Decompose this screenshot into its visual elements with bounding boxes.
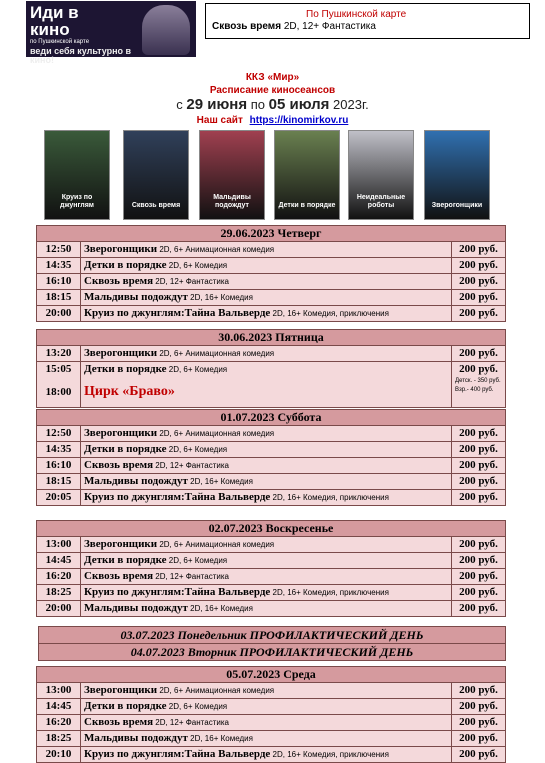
- session-film: [81, 346, 452, 361]
- session-row: [37, 362, 505, 377]
- banner-line-3: по Пушкинской карте: [30, 39, 90, 45]
- session-row: [37, 715, 505, 731]
- film-details: 2D, 6+ Анимационная комедия: [157, 429, 275, 438]
- day-block-0702: [36, 520, 506, 617]
- session-row: [37, 274, 505, 290]
- session-film: [81, 290, 452, 305]
- session-row: [37, 537, 505, 553]
- film-title: Круиз по джунглям:Тайна Вальверде: [84, 307, 271, 319]
- session-film: [81, 274, 452, 289]
- film-title: Сквозь время: [84, 570, 154, 582]
- session-film: [81, 362, 452, 377]
- film-title: Зверогонщики: [84, 347, 158, 359]
- session-price: 200 руб.: [459, 307, 498, 319]
- site-link[interactable]: https://kinomirkov.ru: [249, 115, 349, 126]
- day-block-0701: [36, 409, 506, 506]
- film-details: 2D, 12+ Фантастика: [153, 277, 229, 286]
- movie-poster[interactable]: [424, 130, 490, 220]
- date-range: [0, 96, 545, 113]
- session-price: 200 руб.: [459, 538, 498, 550]
- film-details: 2D, 6+ Комедия: [166, 702, 228, 711]
- film-details: 2D, 6+ Анимационная комедия: [157, 349, 275, 358]
- session-price: 200 руб.: [459, 427, 498, 439]
- session-row: [37, 490, 505, 505]
- poster-title: Круиз по джунглям: [60, 194, 94, 209]
- session-row: [37, 426, 505, 442]
- maintenance-day-0704: 04.07.2023 Вторник ПРОФИЛАКТИЧЕСКИЙ ДЕНЬ: [38, 643, 506, 661]
- session-row: [37, 731, 505, 747]
- film-details: 2D, 16+ Комедия: [187, 477, 253, 486]
- session-film: [81, 458, 452, 473]
- session-price: 200 руб.: [459, 732, 498, 744]
- film-title: Детки в порядке: [84, 259, 167, 271]
- pushkin-title: По Пушкинской карте: [306, 9, 407, 20]
- day-header: 02.07.2023 Воскресенье: [37, 521, 505, 537]
- film-title: Круиз по джунглям:Тайна Вальверде: [84, 491, 271, 503]
- poster-title: Неидеальные роботы: [356, 194, 406, 209]
- film-details: 2D, 6+ Анимационная комедия: [157, 245, 275, 254]
- film-details: 2D, 16+ Комедия: [187, 734, 253, 743]
- day-header: 29.06.2023 Четверг: [37, 226, 505, 242]
- session-row: [37, 442, 505, 458]
- adult-price: Взр.- 400 руб.: [455, 387, 494, 393]
- movie-poster[interactable]: [123, 130, 189, 220]
- film-title: Детки в порядке: [84, 363, 167, 375]
- date-year: 2023г.: [333, 97, 369, 112]
- session-price: 200 руб.: [459, 716, 498, 728]
- session-row: [37, 458, 505, 474]
- session-price: 200 руб.: [459, 475, 498, 487]
- session-row: [37, 747, 505, 762]
- film-details: 2D, 12+ Фантастика: [153, 572, 229, 581]
- session-time: 15:05: [37, 362, 81, 377]
- session-row: [37, 569, 505, 585]
- pushkin-card-box: [205, 3, 530, 39]
- session-film: [81, 569, 452, 584]
- pushkin-card-banner[interactable]: [26, 1, 196, 65]
- film-details: 2D, 6+ Комедия: [166, 261, 228, 270]
- session-film: [81, 377, 452, 407]
- poster-title: Детки в порядке: [278, 201, 336, 209]
- film-title: Зверогонщики: [84, 684, 158, 696]
- schedule-title: Расписание киносеансов: [209, 85, 336, 96]
- film-title: Зверогонщики: [84, 243, 158, 255]
- child-price: Детск. - 350 руб.: [455, 378, 501, 384]
- session-time: 20:10: [37, 747, 81, 762]
- day-block-0705: [36, 666, 506, 763]
- session-row: [37, 306, 505, 321]
- film-details: 2D, 6+ Комедия: [166, 445, 228, 454]
- film-title: Мальдивы подождут: [84, 732, 188, 744]
- site-line: [0, 115, 545, 126]
- special-event-prices: [452, 377, 505, 407]
- maintenance-day-0703: 03.07.2023 Понедельник ПРОФИЛАКТИЧЕСКИЙ ДЕНЬ: [38, 626, 506, 644]
- banner-portrait-image: [142, 5, 190, 55]
- banner-line-1: Иди в: [30, 3, 79, 22]
- film-title: Мальдивы подождут: [84, 602, 188, 614]
- day-header: 30.06.2023 Пятница: [37, 330, 505, 346]
- session-price: 200 руб.: [459, 259, 498, 271]
- film-title: Зверогонщики: [84, 427, 158, 439]
- day-header: 01.07.2023 Суббота: [37, 410, 505, 426]
- session-price: 200 руб.: [459, 347, 498, 359]
- session-time: 12:50: [37, 426, 81, 441]
- session-row: [37, 346, 505, 362]
- film-title: Детки в порядке: [84, 443, 167, 455]
- session-time: 14:35: [37, 258, 81, 273]
- session-time: 13:00: [37, 537, 81, 552]
- session-time: 13:20: [37, 346, 81, 361]
- session-time: 16:10: [37, 274, 81, 289]
- session-film: [81, 731, 452, 746]
- film-title: Мальдивы подождут: [84, 475, 188, 487]
- film-details: 2D, 6+ Комедия: [166, 365, 228, 374]
- session-film: [81, 683, 452, 698]
- cinema-name: ККЗ «Мир»: [245, 72, 300, 83]
- session-time: 13:00: [37, 683, 81, 698]
- session-time: 16:10: [37, 458, 81, 473]
- movie-poster[interactable]: [44, 130, 110, 220]
- film-title: Сквозь время: [84, 459, 154, 471]
- session-price: 200 руб.: [459, 275, 498, 287]
- session-film: [81, 442, 452, 457]
- date-to: 05 июля: [268, 96, 330, 113]
- session-time: 16:20: [37, 715, 81, 730]
- special-event-row: [37, 377, 505, 407]
- session-row: [37, 474, 505, 490]
- session-row: [37, 290, 505, 306]
- session-price: 200 руб.: [459, 363, 498, 375]
- film-details: 2D, 16+ Комедия, приключения: [270, 309, 389, 318]
- film-details: 2D, 16+ Комедия: [187, 293, 253, 302]
- poster-title: Мальдивы подождут: [213, 194, 251, 209]
- session-row: [37, 242, 505, 258]
- session-price: 200 руб.: [459, 554, 498, 566]
- poster-title: Зверогонщики: [431, 201, 483, 209]
- session-price: 200 руб.: [459, 700, 498, 712]
- pushkin-film-title: Сквозь время: [212, 21, 282, 32]
- session-time: 18:15: [37, 474, 81, 489]
- session-film: [81, 747, 452, 762]
- session-film: [81, 490, 452, 505]
- session-time: 14:35: [37, 442, 81, 457]
- session-film: [81, 258, 452, 273]
- session-film: [81, 715, 452, 730]
- session-price: 200 руб.: [459, 291, 498, 303]
- session-film: [81, 306, 452, 321]
- session-price: 200 руб.: [459, 443, 498, 455]
- film-title: Сквозь время: [84, 716, 154, 728]
- session-film: [81, 585, 452, 600]
- film-title: Круиз по джунглям:Тайна Вальверде: [84, 586, 271, 598]
- session-film: [81, 474, 452, 489]
- date-from: 29 июня: [186, 96, 248, 113]
- session-time: 18:25: [37, 585, 81, 600]
- session-row: [37, 553, 505, 569]
- session-film: [81, 426, 452, 441]
- session-film: [81, 601, 452, 616]
- session-time: 16:20: [37, 569, 81, 584]
- session-time: 18:25: [37, 731, 81, 746]
- banner-line-4: веди себя культурно в кино!: [30, 46, 132, 65]
- poster-strip: [44, 130, 504, 220]
- film-details: 2D, 16+ Комедия, приключения: [270, 588, 389, 597]
- session-time: 12:50: [37, 242, 81, 257]
- session-time: 20:05: [37, 490, 81, 505]
- film-details: 2D, 6+ Анимационная комедия: [157, 686, 275, 695]
- session-row: [37, 683, 505, 699]
- session-price: 200 руб.: [459, 491, 498, 503]
- film-title: Сквозь время: [84, 275, 154, 287]
- film-details: 2D, 16+ Комедия, приключения: [270, 750, 389, 759]
- day-block-0630: [36, 329, 506, 408]
- film-details: 2D, 12+ Фантастика: [153, 718, 229, 727]
- film-title: Мальдивы подождут: [84, 291, 188, 303]
- film-title: Детки в порядке: [84, 700, 167, 712]
- session-price: 200 руб.: [459, 586, 498, 598]
- film-details: 2D, 6+ Комедия: [166, 556, 228, 565]
- session-row: [37, 699, 505, 715]
- session-row: [37, 601, 505, 616]
- day-block-0629: [36, 225, 506, 322]
- session-film: [81, 537, 452, 552]
- special-event-title: Цирк «Браво»: [84, 384, 175, 399]
- film-title: Круиз по джунглям:Тайна Вальверде: [84, 748, 271, 760]
- poster-title: Сквозь время: [131, 201, 181, 209]
- movie-poster[interactable]: [199, 130, 265, 220]
- session-price: 200 руб.: [459, 602, 498, 614]
- session-film: [81, 553, 452, 568]
- session-price: 200 руб.: [459, 243, 498, 255]
- session-time: 14:45: [37, 553, 81, 568]
- date-from-label: с: [176, 97, 183, 112]
- session-price: 200 руб.: [459, 459, 498, 471]
- session-time: 14:45: [37, 699, 81, 714]
- session-price: 200 руб.: [459, 570, 498, 582]
- film-title: Зверогонщики: [84, 538, 158, 550]
- film-details: 2D, 12+ Фантастика: [153, 461, 229, 470]
- session-film: [81, 699, 452, 714]
- pushkin-film: [212, 21, 376, 32]
- site-label: Наш сайт: [196, 115, 243, 126]
- session-time: 18:15: [37, 290, 81, 305]
- film-title: Детки в порядке: [84, 554, 167, 566]
- session-time: 18:00: [37, 377, 81, 407]
- film-details: 2D, 16+ Комедия, приключения: [270, 493, 389, 502]
- movie-poster[interactable]: [274, 130, 340, 220]
- session-film: [81, 242, 452, 257]
- session-price: 200 руб.: [459, 684, 498, 696]
- day-header: 05.07.2023 Среда: [37, 667, 505, 683]
- session-row: [37, 258, 505, 274]
- session-price: 200 руб.: [459, 748, 498, 760]
- date-to-label: по: [250, 97, 265, 112]
- banner-text: [30, 4, 140, 65]
- banner-line-2: кино: [30, 20, 70, 39]
- pushkin-film-info: 2D, 12+ Фантастика: [283, 21, 376, 32]
- session-time: 20:00: [37, 601, 81, 616]
- session-row: [37, 585, 505, 601]
- movie-poster[interactable]: [348, 130, 414, 220]
- film-details: 2D, 16+ Комедия: [187, 604, 253, 613]
- film-details: 2D, 6+ Анимационная комедия: [157, 540, 275, 549]
- session-time: 20:00: [37, 306, 81, 321]
